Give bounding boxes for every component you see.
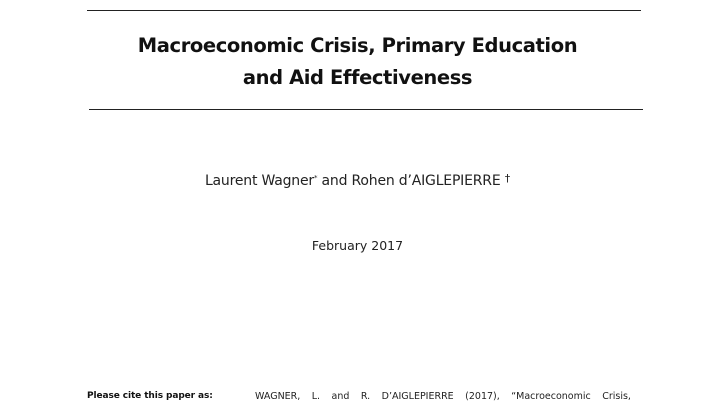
- citation-word: “Macroeconomic: [511, 391, 591, 402]
- citation-word: and: [331, 391, 350, 402]
- citation-word: R.: [360, 391, 371, 402]
- publication-date: February 2017: [311, 238, 404, 253]
- author-1-name: Laurent Wagner: [204, 173, 314, 189]
- title-line-2: and Aid Effectiveness: [242, 66, 473, 89]
- author-2-name: Rohen d’AIGLEPIERRE: [351, 173, 501, 189]
- citation-word: WAGNER,: [255, 391, 301, 402]
- author-connector: and: [321, 173, 348, 189]
- citation-label: Please cite this paper as:: [87, 391, 213, 401]
- citation-word: (2017),: [465, 391, 500, 402]
- paper-title: [60, 30, 655, 94]
- author-2-footnote-mark: †: [504, 172, 511, 185]
- citation-word: L.: [311, 391, 321, 402]
- bottom-rule: [89, 109, 643, 110]
- citation-word: Crisis,: [602, 391, 631, 402]
- top-rule: [87, 10, 641, 11]
- author-1-footnote-mark: *: [313, 174, 318, 182]
- citation-word: D’AIGLEPIERRE: [381, 391, 454, 402]
- title-line-1: Macroeconomic Crisis, Primary Education: [137, 34, 578, 57]
- author-line: [60, 173, 655, 189]
- citation-text: [255, 391, 631, 402]
